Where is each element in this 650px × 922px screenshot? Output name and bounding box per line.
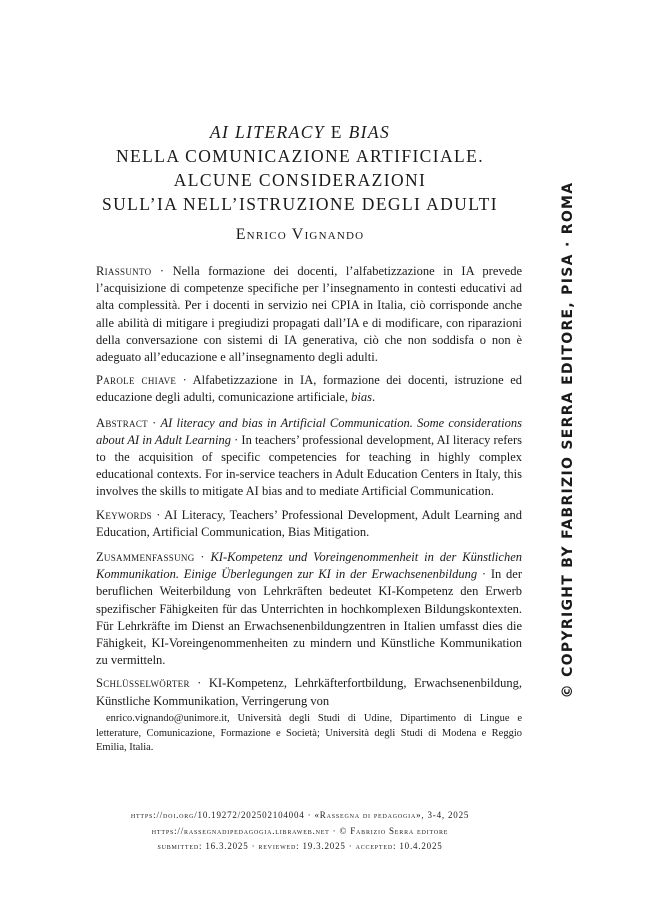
abstract-label: Abstract (96, 415, 148, 430)
schluesselwoerter-label: Schlüsselwörter (96, 676, 190, 691)
submission-dates: submitted: 16.3.2025 · reviewed: 19.3.2025 · accepted: 10.4.2025 (157, 841, 443, 851)
author-name: Enrico Vignando (235, 226, 365, 243)
zusammenfassung-paragraph: Zusammenfassung · KI-Kompetenz und Voreingenommenheit in der Künstlichen Kommunikation. Einige Überlegungen zur KI in der Erwachsenenbildung · In der beruflichen Weiterbildung von Lehrkräften bedeutet KI-Kompetenz den Erwerb spezifischer Fähigkeiten für das Unterrichten in hochkomplexen Bildungskontexten. Für Lehrkräfte im Dienst an Erwachsenenbildungzentren in Italien umfasst dies die Fähigkeit, KI-Voreingenommenheiten zu mindern und Künstliche Kommunikation zu vermitteln. (96, 550, 522, 668)
schluesselwoerter-paragraph: Schlüsselwörter · KI-Kompetenz, Lehrkäfterfortbildung, Erwachsenenbildung, Künstliche Kommunikation, Verringerung von (96, 676, 522, 708)
title-line-2: NELLA COMUNICAZIONE ARTIFICIALE. (116, 146, 484, 166)
copyright-vertical-notice: © COPYRIGHT BY FABRIZIO SERRA EDITORE, PISA · ROMA (560, 181, 576, 699)
keywords-label: Keywords (96, 507, 152, 522)
zusammenfassung-label: Zusammenfassung (96, 550, 195, 565)
journal-website-link[interactable]: https://rassegnadipedagogia.libraweb.net · © Fabrizio Serra editore (151, 825, 449, 836)
abstracts-section (96, 263, 522, 710)
title-line-1: AI LITERACY E BIAS (209, 122, 391, 142)
author-affiliation-footnote: enrico.vignando@unimore.it, Università degli Studi di Udine, Dipartimento di Lingue e letterature, Comunicazione, Formazione e Società; Università degli Studi di Modena e Reggio Emilia, Italia. (96, 713, 522, 753)
riassunto-label: Riassunto (96, 264, 152, 278)
riassunto-paragraph: Riassunto · Nella formazione dei docenti, l’alfabetizzazione in IA prevede l’acquisizione di competenze specifiche per l’insegnamento in contesti educativi ad alta complessità. Per i docenti in servizio nei CPIA in Italia, ciò corrisponde anche alle abilità di mitigare i pregiudizi propagati dall’IA e di modificare, con riparazioni della conversazione con sistemi di IA generativa, ciò che non soddisfa o non è adeguato all’educazione e all’insegnamento degli adulti. (96, 264, 522, 365)
title-line-3: ALCUNE CONSIDERAZIONI (173, 170, 427, 190)
title-line-4: SULL’IA NELL’ISTRUZIONE DEGLI ADULTI (102, 194, 498, 214)
parole-chiave-label: Parole chiave (96, 373, 177, 388)
keywords-paragraph: Keywords · AI Literacy, Teachers’ Professional Development, Adult Learning and Education, Artificial Communication, Bias Mitigation. (96, 507, 522, 539)
article-title (80, 120, 520, 216)
doi-link[interactable]: https://doi.org/10.19272/202502104004 · «Rassegna di pedagogia», 3-4, 2025 (130, 810, 470, 820)
abstract-paragraph: Abstract · AI literacy and bias in Artificial Communication. Some considerations about AI in Adult Learning · In teachers’ professional development, AI literacy refers to the acquisition of specific competencies for teaching in highly complex educational contexts. For in-service teachers in Adult Education Centers in Italy, this involves the skills to mitigate AI bias and to mediate Artificial Communication. (96, 415, 522, 499)
parole-chiave-paragraph: Parole chiave · Alfabetizzazione in IA, formazione dei docenti, istruzione ed educazione degli adulti, comunicazione artificiale, bias. (96, 373, 523, 405)
publication-info (80, 808, 520, 855)
